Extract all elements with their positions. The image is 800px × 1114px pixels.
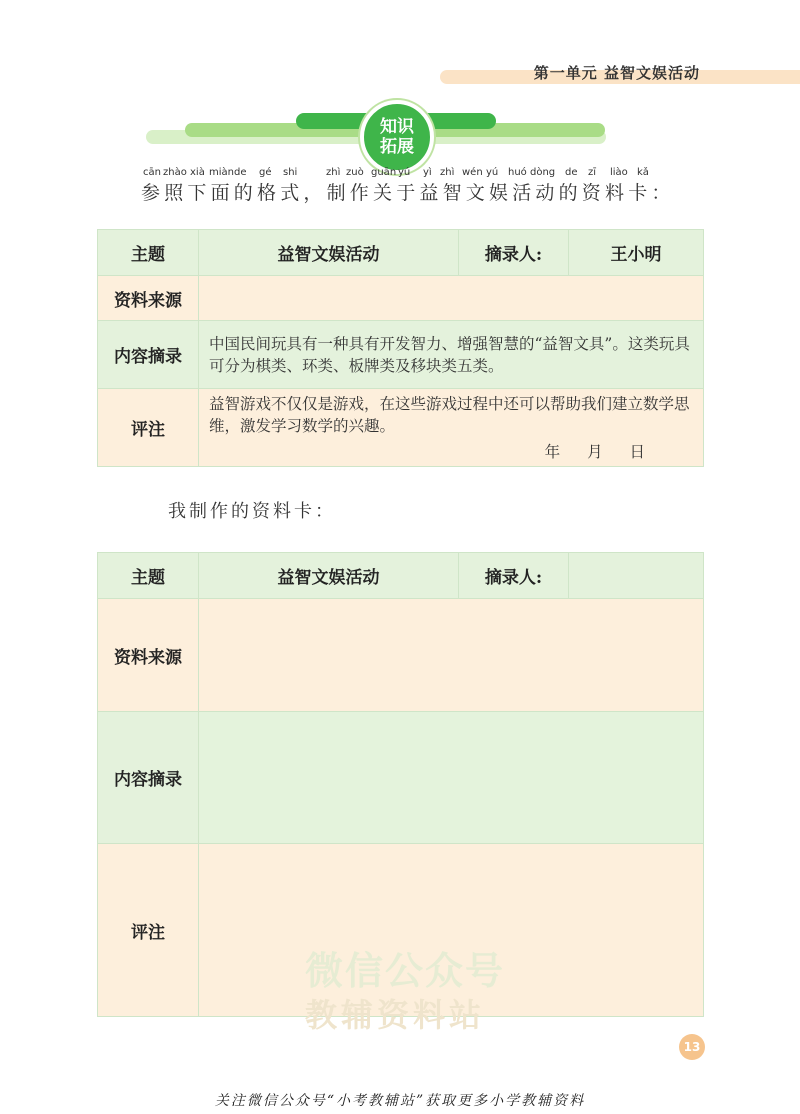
knowledge-extension-badge [360,100,434,174]
excerpt-label: 内容摘录 [98,321,199,389]
pinyin-syllable: yú [486,167,499,178]
watermark-text-line2: 教辅资料站 [305,996,486,1034]
topic-label: 主题 [98,230,199,276]
pinyin-syllable: zuò [346,167,364,178]
pinyin-syllable: zhì [440,167,455,178]
pinyin-syllable: cān [143,167,161,178]
unit-title: 第一单元 益智文娱活动 [533,64,700,82]
pinyin-syllable: zhào [163,167,187,178]
pinyin-syllable: guān [371,167,397,178]
comment-label: 评注 [98,389,199,467]
pinyin-syllable: huó [508,167,527,178]
instruction-text: 参照下面的格式，制作关于益智文娱活动的资料卡： [141,182,675,204]
my-card-heading: 我制作的资料卡： [168,501,336,522]
pinyin-syllable: wén [462,167,483,178]
source-label: 资料来源 [98,599,199,712]
recorder-value: 王小明 [569,230,704,276]
topic-value: 益智文娱活动 [199,553,459,599]
comment-label: 评注 [98,844,199,1017]
sample-info-card [97,229,704,467]
pinyin-syllable: yú [398,167,411,178]
excerpt-blank-field[interactable] [199,712,704,844]
page-number: 13 [679,1034,705,1060]
pinyin-syllable: de [565,167,578,178]
pinyin-syllable: yì [423,167,432,178]
excerpt-row [98,712,704,844]
topic-label: 主题 [98,553,199,599]
pinyin-syllable: xià [190,167,205,178]
pinyin-syllable: dòng [530,167,556,178]
watermark-text-line1: 微信公众号 [305,949,506,993]
comment-cell [199,389,704,467]
source-row [98,599,704,712]
comment-value: 益智游戏不仅仅是游戏，在这些游戏过程中还可以帮助我们建立数学思维，激发学习数学的兴趣。 [209,394,690,435]
source-blank-field[interactable] [199,599,704,712]
pinyin-syllable: zhì [326,167,341,178]
source-value [199,276,704,321]
pinyin-syllable: miàn [209,167,234,178]
badge-line2: 拓展 [380,137,414,157]
footer-note: 关注微信公众号“小考教辅站”获取更多小学教辅资料 [214,1093,586,1109]
badge-line1: 知识 [380,117,414,137]
recorder-value-blank[interactable] [569,553,704,599]
pinyin-syllable: shi [283,167,298,178]
pinyin-syllable: de [234,167,247,178]
pinyin-syllable: zī [588,167,597,178]
source-label: 资料来源 [98,276,199,321]
excerpt-value: 中国民间玩具有一种具有开发智力、增强智慧的“益智文具”。这类玩具可分为棋类、环类、板牌类及移块类五类。 [199,321,704,389]
topic-value: 益智文娱活动 [199,230,459,276]
pinyin-syllable: kǎ [637,167,649,178]
pinyin-syllable: gé [259,167,272,178]
recorder-label: 摘录人: [459,230,569,276]
comment-date: 年 月 日 [544,442,645,461]
pinyin-syllable: liào [610,167,628,178]
excerpt-label: 内容摘录 [98,712,199,844]
recorder-label: 摘录人: [459,553,569,599]
